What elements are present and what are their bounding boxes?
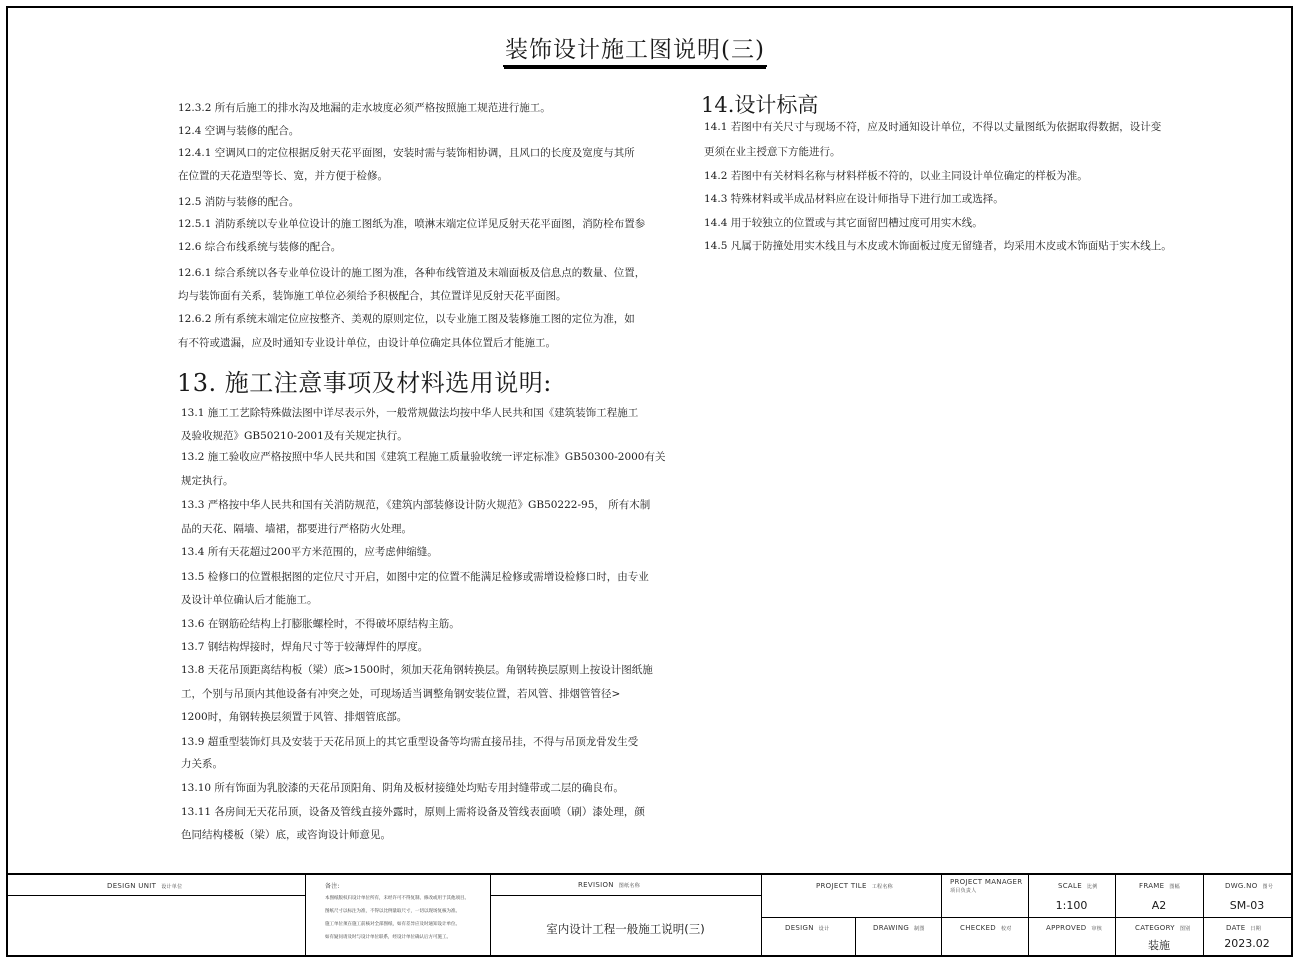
text-line: 均与装饰面有关系，装饰施工单位必须给予积极配合，其位置详见反射天花平面图。: [178, 290, 567, 302]
text-line: 1200时，角钢转换层须置于风管、排烟管底部。: [181, 711, 408, 723]
notes-line: 图纸尺寸以标注为准，不得以比例量取尺寸，一切以现场复核为准。: [325, 909, 460, 914]
text-line: 13.4 所有天花超过200平方米范围的，应考虑伸缩缝。: [181, 546, 438, 558]
notes-line: 施工单位须在施工前核对全部图纸，如有差异应及时通知设计单位。: [325, 922, 460, 927]
text-line: 12.5.1 消防系统以专业单位设计的施工图纸为准，喷淋末端定位详见反射天花平面图，消防栓布置参: [178, 218, 646, 230]
scale-label: SCALE 比例: [1058, 882, 1098, 890]
category-label: CATEGORY 图别: [1135, 924, 1191, 932]
drawing-name: 室内设计工程一般施工说明(三): [546, 922, 705, 936]
text-line: 13.6 在钢筋砼结构上打膨胀螺栓时，不得破坏原结构主筋。: [181, 618, 460, 630]
title-block: [8, 873, 1293, 955]
text-line: 12.4.1 空调风口的定位根据反射天花平面图，安装时需与装饰相协调，且风口的长度及宽度与其所: [178, 147, 635, 159]
text-line: 力关系。: [181, 758, 223, 770]
text-line: 12.4 空调与装修的配合。: [178, 125, 300, 137]
text-line: 13.11 各房间无天花吊顶，设备及管线直接外露时，原则上需将设备及管线表面喷（刷）漆处理，颜: [181, 806, 645, 818]
document-title: 装饰设计施工图说明(三): [0, 31, 1270, 67]
text-line: 13.9 超重型装饰灯具及安装于天花吊顶上的其它重型设备等均需直接吊挂，不得与吊顶龙骨发生受: [181, 736, 639, 748]
text-line: 13.3 严格按中华人民共和国有关消防规范，《建筑内部装修设计防火规范》GB50222-95， 所有木制: [181, 499, 651, 511]
text-line: 14.3 特殊材料或半成品材料应在设计师指导下进行加工或选择。: [704, 193, 1004, 205]
text-line: 13.5 检修口的位置根据图的定位尺寸开启，如图中定的位置不能满足检修或需增设检修口时，由专业: [181, 571, 649, 583]
text-line: 14.5 凡属于防撞处用实木线且与木皮或木饰面板过度无留缝者，均采用木皮或木饰面贴于实木线上。: [704, 240, 1172, 252]
text-line: 13.2 施工验收应严格按照中华人民共和国《建筑工程施工质量验收统一评定标准》GB50300-2000有关: [181, 451, 666, 463]
scale-value: 1:100: [1055, 899, 1088, 912]
text-line: 12.6.2 所有系统末端定位应按整齐、美观的原则定位，以专业施工图及装修施工图的定位为准，如: [178, 313, 635, 325]
text-line: 14.1 若图中有关尺寸与现场不符，应及时通知设计单位，不得以丈量图纸为依据取得数据，设计变: [704, 121, 1162, 133]
text-line: 12.6 综合布线系统与装修的配合。: [178, 241, 342, 253]
text-line: 工，个别与吊顶内其他设备有冲突之处，可现场适当调整角钢安装位置，若风管、排烟管管径>: [181, 688, 621, 700]
text-line: 更须在业主授意下方能进行。: [704, 146, 841, 158]
notes-line: 本图纸版权归设计单位所有，未经许可不得复制、修改或用于其他项目。: [325, 896, 469, 901]
text-line: 及设计单位确认后才能施工。: [181, 594, 318, 606]
text-line: 14.4 用于较独立的位置或与其它面留凹槽过度可用实木线。: [704, 217, 983, 229]
text-line: 品的天花、隔墙、墙裙，都要进行严格防火处理。: [181, 523, 412, 535]
project-title-label: PROJECT TILE 工程名称: [816, 882, 893, 890]
approved-label: APPROVED 审核: [1046, 924, 1103, 932]
notes-label: 备注:: [325, 883, 340, 890]
text-line: 13.7 钢结构焊接时，焊角尺寸等于较薄焊件的厚度。: [181, 641, 429, 653]
dwg-no-label: DWG.NO 图号: [1225, 882, 1274, 890]
drawing-label: DRAWING 制图: [873, 924, 925, 932]
category-value: 装施: [1148, 939, 1170, 952]
text-line: 规定执行。: [181, 475, 234, 487]
text-line: 在位置的天花造型等长、宽，并方便于检修。: [178, 170, 388, 182]
frame-value: A2: [1151, 899, 1167, 912]
text-line: 13.8 天花吊顶距离结构板（梁）底>1500时，须加天花角钢转换层。角钢转换层原则上按设计图纸施: [181, 664, 653, 676]
design-label: DESIGN 设计: [785, 924, 830, 932]
text-line: 12.5 消防与装修的配合。: [178, 196, 300, 208]
dwg-no-value: SM-03: [1229, 899, 1265, 912]
checked-label: CHECKED 校对: [960, 924, 1012, 932]
text-line: 13.10 所有饰面为乳胶漆的天花吊顶阳角、阴角及板材接缝处均贴专用封缝带或二层的确良布。: [181, 782, 624, 794]
notes-line: 如有疑问请及时与设计单位联系，经设计单位确认后方可施工。: [325, 935, 451, 940]
section-13-heading: 13. 施工注意事项及材料选用说明:: [177, 369, 552, 397]
frame-label: FRAME 图幅: [1139, 882, 1180, 890]
text-line: 13.1 施工工艺除特殊做法图中详尽表示外，一般常规做法均按中华人民共和国《建筑装饰工程施工: [181, 407, 639, 419]
project-manager-label: PROJECT MANAGER 项目负责人: [950, 878, 1023, 894]
text-line: 14.2 若图中有关材料名称与材料样板不符的，以业主同设计单位确定的样板为准。: [704, 170, 1088, 182]
revision-label: REVISION 图纸名称: [578, 881, 640, 889]
design-unit-label: DESIGN UNIT 设计单位: [107, 882, 183, 890]
date-value: 2023.02: [1224, 937, 1270, 950]
section-14-heading: 14.设计标高: [701, 93, 819, 117]
text-line: 有不符或遗漏，应及时通知专业设计单位，由设计单位确定具体位置后才能施工。: [178, 337, 556, 349]
date-label: DATE 日期: [1226, 924, 1262, 932]
text-line: 12.6.1 综合系统以各专业单位设计的施工图为准，各种布线管道及末端面板及信息点的数量、位置，: [178, 267, 646, 279]
text-line: 色同结构楼板（梁）底，或咨询设计师意见。: [181, 829, 391, 841]
text-line: 及验收规范》GB50210-2001及有关规定执行。: [181, 430, 408, 442]
text-line: 12.3.2 所有后施工的排水沟及地漏的走水坡度必须严格按照施工规范进行施工。: [178, 102, 551, 114]
